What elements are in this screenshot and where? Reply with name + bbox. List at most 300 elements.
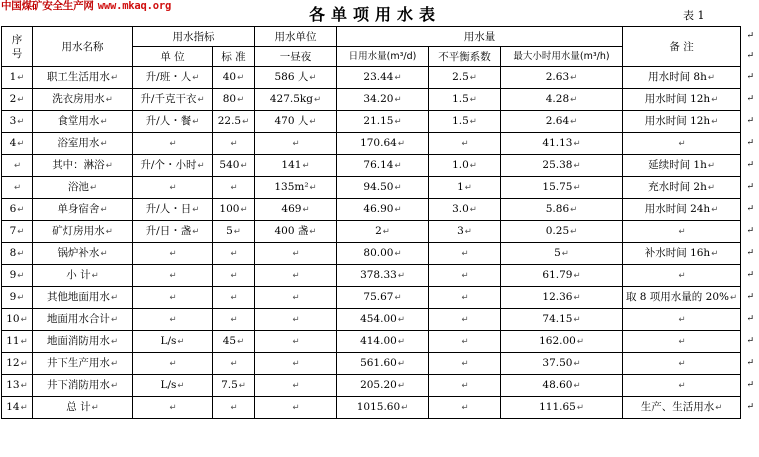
paragraph-mark-icon: ↵ — [573, 139, 581, 149]
cell-unit-text: 升/班・人 — [145, 71, 192, 83]
cell-name-text: 锅炉补水 — [57, 247, 100, 259]
paragraph-mark-icon: ↵ — [461, 337, 469, 347]
paragraph-mark-icon: ↵ — [242, 117, 250, 127]
paragraph-mark-icon: ↵ — [13, 183, 22, 193]
paragraph-mark-icon: ↵ — [169, 359, 177, 369]
paragraph-mark-icon: ↵ — [309, 227, 317, 237]
table-row — [2, 199, 741, 221]
header-remark-label: 备 注 — [669, 40, 694, 53]
paragraph-mark-icon: ↵ — [746, 314, 754, 324]
cell-name-text: 矿灯房用水 — [52, 225, 105, 237]
paragraph-mark-icon: ↵ — [292, 293, 300, 303]
paragraph-mark-icon: ↵ — [397, 271, 405, 281]
header-water-unit-group — [255, 27, 337, 47]
paragraph-mark-icon: ↵ — [464, 227, 472, 237]
cell-max-hourly — [501, 111, 623, 133]
cell-imbalance — [429, 353, 501, 375]
cell-seq — [2, 155, 33, 177]
cell-seq — [2, 199, 33, 221]
cell-daily — [337, 111, 429, 133]
paragraph-mark-icon: ↵ — [240, 161, 248, 171]
cell-daily-text: 170.64 — [360, 137, 397, 149]
paragraph-mark-icon: ↵ — [169, 271, 177, 281]
cell-remark-text: 用水时间 12h — [644, 115, 711, 127]
cell-remark-text: 取 8 项用水量的 20% — [625, 291, 729, 303]
cell-name — [33, 221, 133, 243]
paragraph-mark-icon: ↵ — [230, 359, 238, 369]
cell-amount-text: 586 人 — [274, 71, 309, 83]
cell-daily — [337, 397, 429, 419]
paragraph-mark-icon: ↵ — [707, 183, 715, 193]
paragraph-mark-icon: ↵ — [197, 95, 205, 105]
cell-name-text: 井下消防用水 — [46, 379, 110, 391]
cell-daily — [337, 287, 429, 309]
cell-name-text: 井下生产用水 — [46, 357, 110, 369]
cell-name-text: 浴池 — [67, 181, 89, 193]
paragraph-mark-icon: ↵ — [711, 117, 719, 127]
paragraph-mark-icon: ↵ — [237, 73, 245, 83]
cell-unit — [133, 67, 213, 89]
cell-imbalance-text: 1 — [457, 181, 464, 193]
paragraph-mark-icon: ↵ — [17, 73, 25, 83]
paragraph-mark-icon: ↵ — [192, 73, 200, 83]
cell-unit — [133, 199, 213, 221]
cell-remark-text: 补水时间 16h — [644, 247, 711, 259]
paragraph-mark-icon: ↵ — [397, 359, 405, 369]
header-imbalance — [429, 47, 501, 67]
cell-imbalance-text: 3 — [457, 225, 464, 237]
cell-name-text: 地面用水合计 — [46, 313, 110, 325]
cell-unit — [133, 265, 213, 287]
paragraph-mark-icon: ↵ — [570, 205, 578, 215]
paragraph-mark-icon: ↵ — [570, 73, 578, 83]
cell-max-hourly — [501, 89, 623, 111]
header-imbalance-label: 不平衡系数 — [438, 50, 491, 63]
paragraph-mark-icon: ↵ — [746, 380, 754, 390]
cell-amount — [255, 155, 337, 177]
paragraph-mark-icon: ↵ — [110, 337, 119, 347]
table-row — [2, 221, 741, 243]
header-daily — [337, 47, 429, 67]
paragraph-mark-icon: ↵ — [401, 403, 409, 413]
cell-amount-text: 470 人 — [274, 115, 309, 127]
cell-amount — [255, 309, 337, 331]
paragraph-mark-icon: ↵ — [461, 359, 469, 369]
paragraph-mark-icon: ↵ — [292, 381, 300, 391]
paragraph-mark-icon: ↵ — [461, 139, 469, 149]
paragraph-mark-icon: ↵ — [100, 205, 108, 215]
paragraph-mark-icon: ↵ — [469, 95, 477, 105]
paragraph-mark-icon: ↵ — [20, 359, 28, 369]
paragraph-mark-icon: ↵ — [20, 381, 28, 391]
cell-imbalance — [429, 67, 501, 89]
cell-standard — [213, 331, 255, 353]
cell-imbalance — [429, 133, 501, 155]
cell-daily — [337, 353, 429, 375]
table-row — [2, 133, 741, 155]
paragraph-mark-icon: ↵ — [746, 51, 754, 61]
paragraph-mark-icon: ↵ — [576, 337, 584, 347]
cell-name — [33, 375, 133, 397]
paragraph-mark-icon: ↵ — [177, 337, 185, 347]
cell-standard — [213, 309, 255, 331]
cell-max-hourly — [501, 353, 623, 375]
paragraph-mark-icon: ↵ — [13, 161, 22, 171]
paragraph-mark-icon: ↵ — [238, 381, 246, 391]
cell-name-text: 单身宿舍 — [57, 203, 100, 215]
cell-imbalance-text: 1.0 — [452, 159, 469, 171]
cell-seq-text: 3 — [9, 115, 17, 127]
cell-unit — [133, 243, 213, 265]
cell-standard-text: 5 — [226, 225, 233, 237]
cell-max-hourly-text: 12.36 — [542, 291, 573, 303]
paragraph-mark-icon: ↵ — [100, 249, 108, 259]
paragraph-mark-icon: ↵ — [91, 271, 99, 281]
paragraph-mark-icon: ↵ — [230, 315, 238, 325]
cell-amount — [255, 331, 337, 353]
cell-seq — [2, 309, 33, 331]
cell-daily-text: 76.14 — [363, 159, 394, 171]
cell-unit — [133, 89, 213, 111]
cell-seq — [2, 177, 33, 199]
paragraph-mark-icon: ↵ — [89, 183, 98, 193]
paragraph-mark-icon: ↵ — [746, 204, 754, 214]
cell-amount — [255, 67, 337, 89]
paragraph-mark-icon: ↵ — [230, 139, 238, 149]
cell-remark-text: 延续时间 1h — [648, 159, 707, 171]
paragraph-mark-icon: ↵ — [678, 337, 686, 347]
cell-max-hourly-text: 37.50 — [542, 357, 573, 369]
cell-standard — [213, 111, 255, 133]
paragraph-mark-icon: ↵ — [17, 227, 25, 237]
cell-unit — [133, 331, 213, 353]
cell-amount-text: 427.5kg — [269, 93, 314, 105]
cell-seq-text: 1 — [9, 71, 17, 83]
paragraph-mark-icon: ↵ — [397, 381, 405, 391]
paragraph-mark-icon: ↵ — [20, 315, 28, 325]
paragraph-mark-icon: ↵ — [169, 293, 177, 303]
cell-name-text: 职工生活用水 — [46, 71, 110, 83]
cell-seq-text: 12 — [6, 357, 20, 369]
cell-imbalance — [429, 199, 501, 221]
cell-max-hourly-text: 2.64 — [545, 115, 570, 127]
cell-unit-text: 升/人・餐 — [145, 115, 192, 127]
cell-remark-text: 生产、生活用水 — [640, 401, 715, 413]
cell-max-hourly — [501, 133, 623, 155]
paragraph-mark-icon: ↵ — [302, 161, 310, 171]
cell-standard-text: 80 — [222, 93, 237, 105]
cell-amount — [255, 265, 337, 287]
paragraph-mark-icon: ↵ — [110, 381, 119, 391]
cell-max-hourly — [501, 331, 623, 353]
paragraph-mark-icon: ↵ — [292, 359, 300, 369]
cell-daily-text: 23.44 — [363, 71, 394, 83]
header-per-day-label: 一昼夜 — [279, 50, 312, 63]
cell-remark-text: 充水时间 2h — [648, 181, 707, 193]
cell-remark — [623, 133, 741, 155]
cell-name-text: 浴室用水 — [57, 137, 100, 149]
table-row — [2, 331, 741, 353]
paragraph-mark-icon: ↵ — [394, 183, 402, 193]
cell-imbalance-text: 2.5 — [452, 71, 469, 83]
paragraph-mark-icon: ↵ — [469, 205, 477, 215]
cell-unit-text: 升/人・日 — [145, 203, 192, 215]
cell-daily-text: 46.90 — [363, 203, 394, 215]
cell-max-hourly-text: 74.15 — [542, 313, 573, 325]
cell-max-hourly — [501, 155, 623, 177]
paragraph-mark-icon: ↵ — [746, 94, 754, 104]
watermark-name: 中国煤矿安全生产网 — [1, 0, 94, 12]
cell-remark — [623, 375, 741, 397]
cell-max-hourly-text: 2.63 — [545, 71, 570, 83]
paragraph-mark-icon: ↵ — [678, 315, 686, 325]
cell-seq — [2, 133, 33, 155]
cell-remark-text: 用水时间 12h — [644, 93, 711, 105]
cell-imbalance — [429, 287, 501, 309]
cell-name — [33, 111, 133, 133]
site-watermark — [1, 0, 171, 12]
cell-unit-text: 升/个・小时 — [140, 159, 197, 171]
water-usage-table — [1, 26, 741, 419]
cell-max-hourly-text: 0.25 — [545, 225, 570, 237]
cell-name — [33, 89, 133, 111]
cell-daily — [337, 177, 429, 199]
cell-max-hourly-text: 41.13 — [542, 137, 573, 149]
cell-daily-text: 2 — [375, 225, 382, 237]
cell-daily-text: 75.67 — [363, 291, 394, 303]
cell-imbalance — [429, 177, 501, 199]
paragraph-mark-icon: ↵ — [397, 139, 405, 149]
cell-amount — [255, 221, 337, 243]
paragraph-mark-icon: ↵ — [573, 161, 581, 171]
cell-seq — [2, 331, 33, 353]
cell-max-hourly-text: 5 — [554, 247, 561, 259]
cell-standard — [213, 287, 255, 309]
paragraph-mark-icon: ↵ — [237, 95, 245, 105]
cell-imbalance — [429, 243, 501, 265]
cell-unit — [133, 155, 213, 177]
cell-seq-text: 2 — [9, 93, 17, 105]
cell-imbalance — [429, 309, 501, 331]
cell-max-hourly-text: 48.60 — [542, 379, 573, 391]
cell-remark-text: 用水时间 24h — [644, 203, 711, 215]
paragraph-mark-icon: ↵ — [394, 73, 402, 83]
cell-seq-text: 4 — [9, 137, 17, 149]
paragraph-mark-icon: ↵ — [746, 31, 754, 41]
cell-remark — [623, 111, 741, 133]
paragraph-mark-icon: ↵ — [230, 403, 238, 413]
header-max-hourly — [501, 47, 623, 67]
paragraph-mark-icon: ↵ — [17, 117, 25, 127]
cell-imbalance — [429, 265, 501, 287]
cell-max-hourly — [501, 287, 623, 309]
cell-name — [33, 331, 133, 353]
paragraph-mark-icon: ↵ — [573, 381, 581, 391]
paragraph-mark-icon: ↵ — [17, 271, 25, 281]
paragraph-mark-icon: ↵ — [292, 315, 300, 325]
cell-imbalance — [429, 155, 501, 177]
cell-daily — [337, 133, 429, 155]
paragraph-mark-icon: ↵ — [573, 293, 581, 303]
cell-standard-text: 540 — [219, 159, 240, 171]
paragraph-mark-icon: ↵ — [169, 139, 177, 149]
table-row — [2, 89, 741, 111]
cell-imbalance — [429, 221, 501, 243]
paragraph-mark-icon: ↵ — [469, 161, 477, 171]
cell-amount — [255, 111, 337, 133]
cell-name-text: 地面消防用水 — [46, 335, 110, 347]
paragraph-mark-icon: ↵ — [576, 403, 584, 413]
paragraph-mark-icon: ↵ — [169, 403, 177, 413]
paragraph-mark-icon: ↵ — [169, 249, 177, 259]
cell-seq — [2, 111, 33, 133]
paragraph-mark-icon: ↵ — [746, 292, 754, 302]
cell-standard — [213, 243, 255, 265]
paragraph-mark-icon: ↵ — [100, 117, 108, 127]
cell-seq-text: 9 — [9, 269, 17, 281]
cell-unit — [133, 111, 213, 133]
header-volume-group — [337, 27, 623, 47]
cell-remark — [623, 67, 741, 89]
cell-name — [33, 309, 133, 331]
cell-max-hourly-text: 162.00 — [539, 335, 576, 347]
cell-daily — [337, 89, 429, 111]
cell-max-hourly — [501, 67, 623, 89]
paragraph-mark-icon: ↵ — [461, 315, 469, 325]
paragraph-mark-icon: ↵ — [17, 249, 25, 259]
header-unit — [133, 47, 213, 67]
paragraph-mark-icon: ↵ — [292, 337, 300, 347]
cell-daily-text: 94.50 — [363, 181, 394, 193]
cell-standard — [213, 375, 255, 397]
paragraph-mark-icon: ↵ — [292, 249, 300, 259]
cell-daily-text: 205.20 — [360, 379, 397, 391]
paragraph-mark-icon: ↵ — [746, 138, 754, 148]
header-index-group-label: 用水指标 — [172, 30, 215, 43]
table-row — [2, 375, 741, 397]
cell-amount — [255, 177, 337, 199]
table-row — [2, 67, 741, 89]
paragraph-mark-icon: ↵ — [91, 403, 99, 413]
paragraph-mark-icon: ↵ — [746, 358, 754, 368]
table-row — [2, 397, 741, 419]
cell-remark — [623, 177, 741, 199]
paragraph-mark-icon: ↵ — [573, 271, 581, 281]
cell-standard — [213, 265, 255, 287]
cell-remark — [623, 89, 741, 111]
paragraph-mark-icon: ↵ — [461, 403, 469, 413]
paragraph-mark-icon: ↵ — [394, 95, 402, 105]
paragraph-mark-icon: ↵ — [314, 95, 322, 105]
cell-amount — [255, 287, 337, 309]
cell-daily — [337, 67, 429, 89]
cell-seq-text: 8 — [9, 247, 17, 259]
cell-max-hourly-text: 61.79 — [542, 269, 573, 281]
cell-unit — [133, 221, 213, 243]
paragraph-mark-icon: ↵ — [678, 359, 686, 369]
cell-remark — [623, 155, 741, 177]
header-index-group — [133, 27, 255, 47]
paragraph-mark-icon: ↵ — [711, 249, 719, 259]
header-unit-label: 单 位 — [160, 50, 185, 63]
paragraph-mark-icon: ↵ — [105, 161, 113, 171]
cell-unit — [133, 309, 213, 331]
paragraph-mark-icon: ↵ — [464, 183, 472, 193]
paragraph-mark-icon: ↵ — [230, 183, 238, 193]
cell-amount — [255, 243, 337, 265]
cell-remark — [623, 221, 741, 243]
cell-max-hourly — [501, 265, 623, 287]
paragraph-mark-icon: ↵ — [100, 139, 108, 149]
cell-standard-text: 100 — [219, 203, 240, 215]
cell-seq-text: 10 — [6, 313, 20, 325]
cell-daily — [337, 375, 429, 397]
paragraph-mark-icon: ↵ — [192, 205, 200, 215]
cell-name-text: 食堂用水 — [57, 115, 100, 127]
cell-imbalance — [429, 111, 501, 133]
cell-remark — [623, 309, 741, 331]
cell-standard-text: 40 — [222, 71, 237, 83]
paragraph-mark-icon: ↵ — [469, 117, 477, 127]
paragraph-mark-icon: ↵ — [461, 271, 469, 281]
paragraph-mark-icon: ↵ — [746, 116, 754, 126]
paragraph-mark-icon: ↵ — [711, 95, 719, 105]
paragraph-mark-icon: ↵ — [17, 139, 25, 149]
cell-remark — [623, 287, 741, 309]
cell-daily — [337, 199, 429, 221]
cell-standard — [213, 133, 255, 155]
paragraph-mark-icon: ↵ — [707, 161, 715, 171]
cell-daily-text: 1015.60 — [356, 401, 401, 413]
cell-name — [33, 243, 133, 265]
cell-daily — [337, 243, 429, 265]
paragraph-mark-icon: ↵ — [746, 402, 754, 412]
cell-name — [33, 287, 133, 309]
cell-standard — [213, 155, 255, 177]
cell-amount-text: 400 盏 — [274, 225, 309, 237]
cell-amount — [255, 89, 337, 111]
paragraph-mark-icon: ↵ — [461, 381, 469, 391]
cell-daily-text: 34.20 — [363, 93, 394, 105]
cell-seq — [2, 353, 33, 375]
cell-daily-text: 414.00 — [360, 335, 397, 347]
paragraph-mark-icon: ↵ — [573, 183, 581, 193]
cell-max-hourly-text: 5.86 — [545, 203, 570, 215]
cell-daily-text: 80.00 — [363, 247, 394, 259]
cell-unit — [133, 177, 213, 199]
cell-daily — [337, 265, 429, 287]
paragraph-mark-icon: ↵ — [237, 337, 245, 347]
cell-imbalance-text: 1.5 — [452, 93, 469, 105]
cell-daily-text: 378.33 — [360, 269, 397, 281]
cell-remark — [623, 397, 741, 419]
paragraph-mark-icon: ↵ — [394, 117, 402, 127]
paragraph-mark-icon: ↵ — [309, 183, 317, 193]
paragraph-mark-icon: ↵ — [394, 249, 402, 259]
cell-unit — [133, 397, 213, 419]
cell-remark — [623, 199, 741, 221]
table-row — [2, 155, 741, 177]
paragraph-mark-icon: ↵ — [382, 227, 390, 237]
cell-unit — [133, 133, 213, 155]
cell-daily-text: 21.15 — [363, 115, 394, 127]
cell-amount — [255, 353, 337, 375]
paragraph-mark-icon: ↵ — [192, 227, 200, 237]
cell-imbalance — [429, 375, 501, 397]
paragraph-mark-icon: ↵ — [105, 227, 113, 237]
page-title: 各单项用水表 — [308, 5, 441, 24]
paragraph-mark-icon: ↵ — [110, 359, 119, 369]
